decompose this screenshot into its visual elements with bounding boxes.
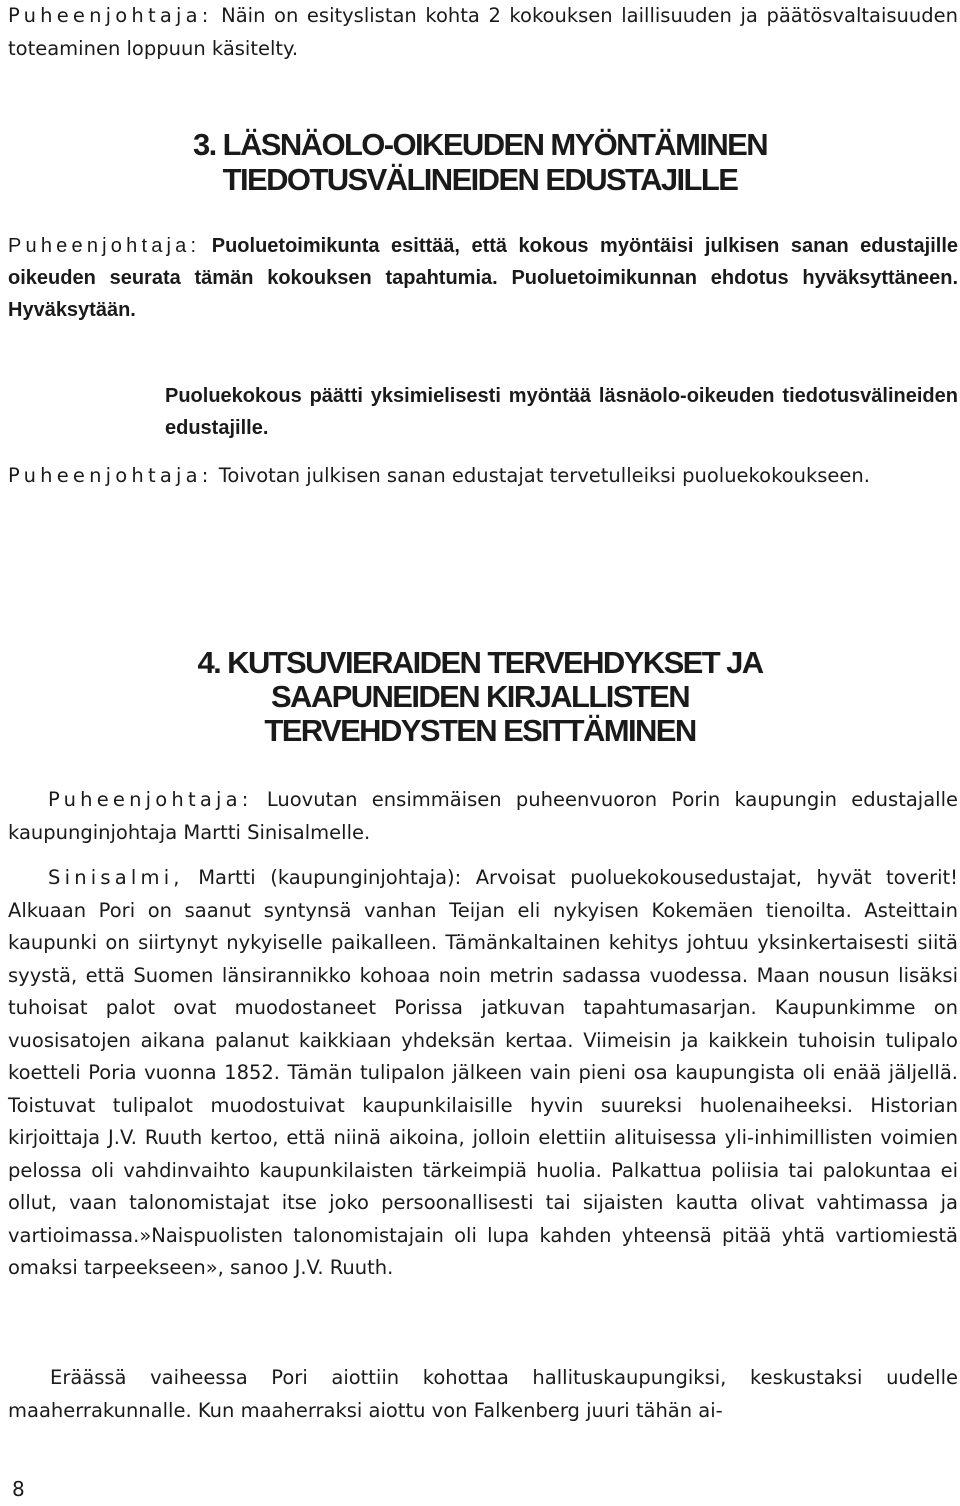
paragraph-chair-introduction — [8, 784, 958, 849]
section-heading-4-line-2: SAAPUNEIDEN KIRJALLISTEN — [270, 679, 690, 714]
speaker-name: Puheenjohtaja: — [8, 464, 213, 487]
paragraph-speech-sinisalmi — [8, 862, 958, 1285]
section-heading-3-line-2: TIEDOTUSVÄLINEIDEN EDUSTAJILLE — [222, 162, 738, 197]
speaker-name: Puheenjohtaja: — [8, 235, 201, 257]
paragraph-decision: Puoluekokous päätti yksimielisesti myöntää läsnäolo-oikeuden tiedotusvälineiden edustajille. — [165, 385, 958, 439]
page-number: 8 — [12, 1477, 25, 1501]
paragraph-text: Martti (kaupunginjohtaja): Arvoisat puoluekokousedustajat, hyvät toverit! Alkuaan Pori on saanut syntynsä vanhan Teijan eli nykyisen Kokemäen tienoilta. Asteittain kaupunki on siirtynyt nykyiselle paikalleen. Tämänkaltainen kehitys johtuu yksinkertaisesti siitä syystä, että Suomen länsirannikko kohoaa noin metrin sadassa vuodessa. Maan nousun lisäksi tuhoisat palot ovat muodostaneet Porissa jatkuvan tapahtumasarjan. Kaupunkimme on vuosisatojen aikana palanut kaikkiaan yhdeksän kertaa. Viimeisin ja kaikkein tuhoisin tulipalo koetteli Poria vuonna 1852. Tämän tulipalon jälkeen vain pieni osa kaupungista oli enää jäljellä. Toistuvat tulipalot muodostuivat kaupunkilaisille hyvin suureksi huolenaiheeksi. Historian kirjoittaja J.V. Ruuth kertoo, että niinä aikoina, jolloin elettiin alituisessa yli-inhimillisten voimien pelossa oli vahdinvaihto kaupunkilaisten tärkeimpiä huolia. Palkattua poliisia tai palokuntaa ei ollut, vaan talonomistajat itse joko persoonallisesti tai sijaisten kautta olivat vahtimassa ja vartioimassa.»Naispuolisten talonomistajain oli lupa kahden yhteensä pitää yhtä vartiomiestä omaksi tarpeekseen», sanoo J.V. Ruuth. — [8, 866, 958, 1279]
paragraph-closing-item-2 — [8, 0, 958, 65]
paragraph-speech-continued: Eräässä vaiheessa Pori aiottiin kohottaa hallituskaupungiksi, keskustaksi uudelle maaherrakunnalle. Kun maaherraksi aiottu von Falkenberg juuri tähän ai- — [8, 1366, 958, 1422]
speaker-name: Puheenjohtaja: — [8, 4, 213, 27]
speaker-name: Sinisalmi, — [48, 866, 184, 889]
paragraph-chair-proposal — [8, 230, 958, 326]
section-heading-4-line-3: TERVEHDYSTEN ESITTÄMINEN — [264, 713, 696, 748]
paragraph-text: Toivotan julkisen sanan edustajat tervetulleiksi puoluekokoukseen. — [212, 464, 870, 487]
paragraph-text: Puoluetoimikunta esittää, että kokous myöntäisi julkisen sanan edustajille oikeuden seurata tämän kokouksen tapahtumia. Puoluetoimikunnan ehdotus hyväksyttäneen. Hyväksytään. — [8, 235, 958, 321]
speaker-name: Puheenjohtaja: — [48, 788, 253, 811]
section-heading-3-line-1: 3. LÄSNÄOLO-OIKEUDEN MYÖNTÄMINEN — [193, 127, 767, 162]
paragraph-text: Luovutan ensimmäisen puheenvuoron Porin kaupungin edustajalle kaupunginjohtaja Martti Sinisalmelle. — [8, 788, 958, 844]
section-heading-4-line-1: 4. KUTSUVIERAIDEN TERVEHDYKSET JA — [197, 645, 763, 680]
paragraph-chair-welcome — [8, 460, 958, 493]
paragraph-text: Näin on esityslistan kohta 2 kokouksen laillisuuden ja päätösvaltaisuuden toteaminen loppuun käsitelty. — [8, 4, 958, 60]
